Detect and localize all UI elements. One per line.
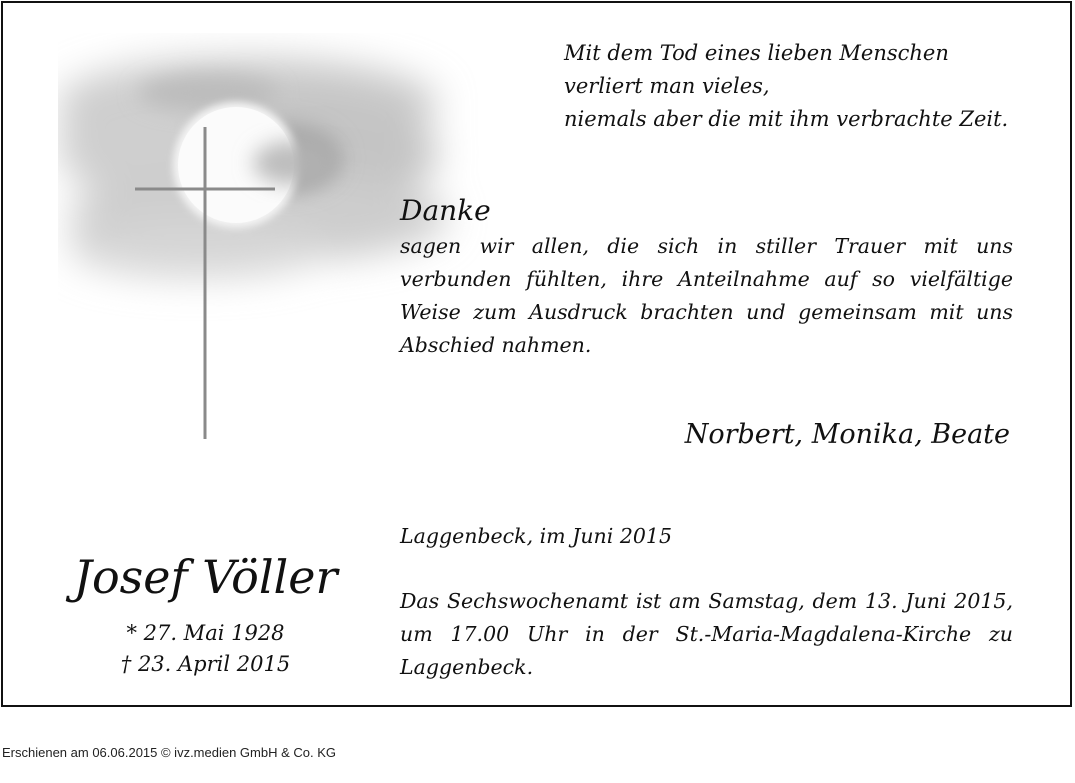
thanks-title: Danke [400, 194, 491, 227]
place-date: Laggenbeck, im Juni 2015 [400, 524, 672, 548]
memorial-quote [564, 37, 1034, 136]
family-names: Norbert, Monika, Beate [684, 419, 1010, 450]
quote-line: verliert man vieles, [564, 74, 770, 98]
death-date: † 23. April 2015 [120, 652, 291, 676]
birth-date: * 27. Mai 1928 [126, 621, 285, 645]
obituary-notice [1, 1, 1072, 707]
quote-line: Mit dem Tod eines lieben Menschen [564, 41, 949, 65]
publication-footer: Erschienen am 06.06.2015 © ivz.medien GmbH & Co. KG [2, 745, 337, 760]
service-info: Das Sechswochenamt ist am Samstag, dem 13. Juni 2015, um 17.00 Uhr in der St.-Maria-Magdalena-Kirche zu Laggenbeck. [400, 589, 1013, 679]
deceased-name: Josef Völler [73, 550, 338, 604]
quote-line: niemals aber die mit ihm verbrachte Zeit. [564, 107, 1009, 131]
life-dates [53, 618, 358, 680]
thanks-text: sagen wir allen, die sich in stiller Trauer mit uns verbunden fühlten, ihre Anteilnahme auf so vielfältige Weise zum Ausdruck brachten und gemeinsam mit uns Abschied nahmen. [400, 234, 1013, 357]
